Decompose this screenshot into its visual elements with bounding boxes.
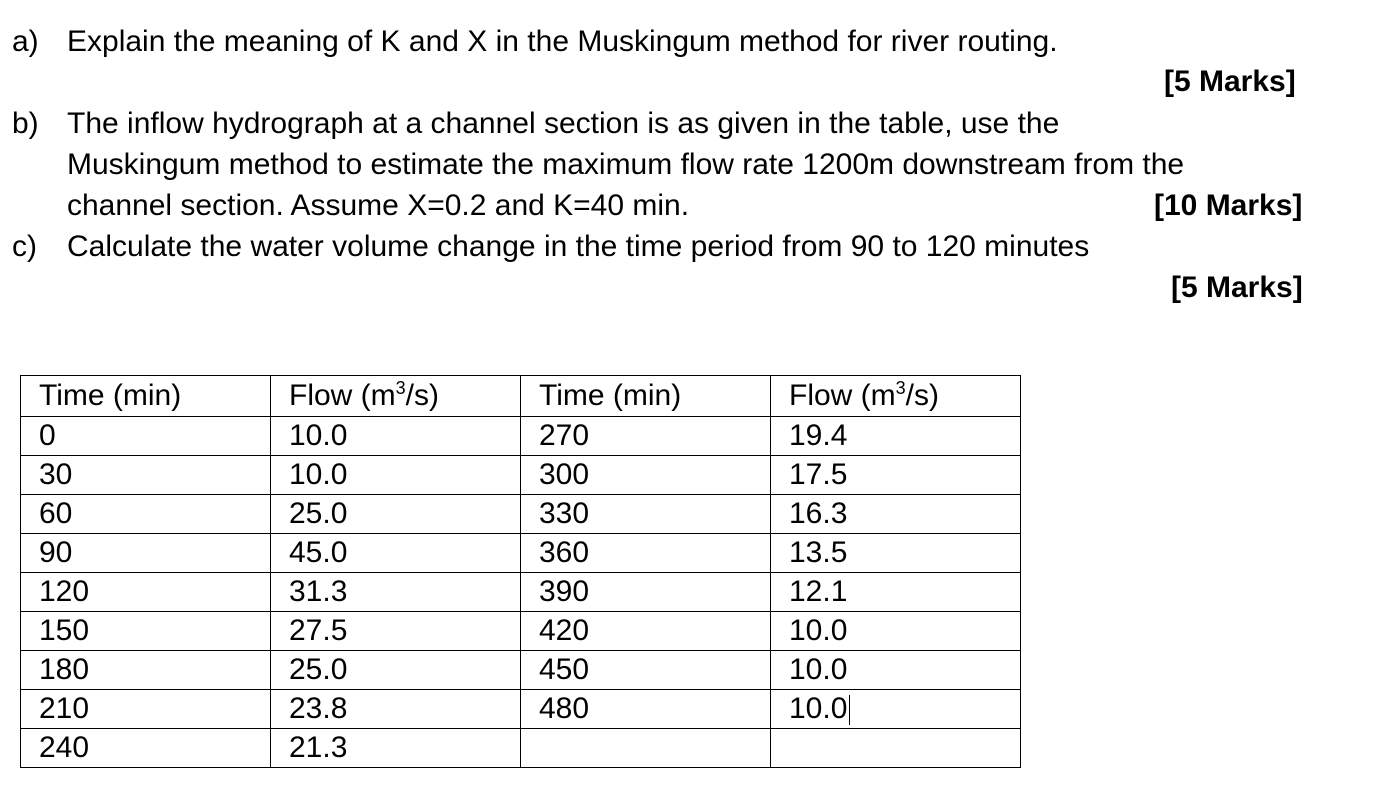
question-b-line2: Muskingum method to estimate the maximum flow rate 1200m downstream from the	[67, 148, 1185, 181]
table-row	[21, 729, 1021, 768]
table-row	[21, 495, 1021, 534]
table-cell: 90	[21, 534, 271, 573]
question-c-marks: [5 Marks]	[1171, 271, 1303, 304]
table-cell: 12.1	[771, 573, 1021, 612]
table-header-row	[21, 376, 1021, 417]
table-row	[21, 612, 1021, 651]
table-cell-empty	[521, 729, 771, 768]
table-cell: 16.3	[771, 495, 1021, 534]
table-cell: 10.0	[771, 651, 1021, 690]
table-cell: 270	[521, 417, 771, 456]
question-b-line1: The inflow hydrograph at a channel section is as given in the table, use the	[67, 107, 1060, 140]
table-cell: 330	[521, 495, 771, 534]
table-cell: 210	[21, 690, 271, 729]
table-cell: 120	[21, 573, 271, 612]
table-cell: 150	[21, 612, 271, 651]
inflow-hydrograph-table	[20, 375, 1021, 768]
table-cell: 19.4	[771, 417, 1021, 456]
table-cell: 0	[21, 417, 271, 456]
table-cell: 45.0	[271, 534, 521, 573]
question-c-label: c)	[12, 230, 37, 263]
table-cell: 25.0	[271, 495, 521, 534]
question-a-marks: [5 Marks]	[1164, 65, 1296, 98]
header-flow-1: Flow $(m^3/s)$	[271, 376, 521, 417]
table-cell: 21.3	[271, 729, 521, 768]
table-cell: 10.0	[271, 417, 521, 456]
question-b-label: b)	[12, 107, 39, 140]
question-b-line3: channel section. Assume X=0.2 and K=40 min.	[67, 189, 690, 222]
header-time-2: Time (min)	[521, 376, 771, 417]
question-a-label: a)	[12, 25, 39, 58]
table-cell: 480	[521, 690, 771, 729]
question-c	[12, 229, 1089, 265]
table-cell: 17.5	[771, 456, 1021, 495]
table-cell: 13.5	[771, 534, 1021, 573]
table-cell-empty	[771, 729, 1021, 768]
table-cell: 27.5	[271, 612, 521, 651]
table-cell: 240	[21, 729, 271, 768]
table-cell-with-caret[interactable]: 10.0	[771, 690, 1021, 729]
table-cell: 10.0	[271, 456, 521, 495]
table-cell: 23.8	[271, 690, 521, 729]
header-time-1: Time (min)	[21, 376, 271, 417]
question-c-text: Calculate the water volume change in the time period from 90 to 120 minutes	[67, 230, 1090, 263]
table-row	[21, 417, 1021, 456]
table-row	[21, 573, 1021, 612]
question-a	[12, 24, 1058, 60]
table-cell: 300	[521, 456, 771, 495]
table-cell: 360	[521, 534, 771, 573]
table-cell: 25.0	[271, 651, 521, 690]
table-row	[21, 534, 1021, 573]
table-cell: 10.0	[771, 612, 1021, 651]
table-row	[21, 690, 1021, 729]
text-cursor	[849, 695, 850, 725]
table-cell: 30	[21, 456, 271, 495]
table-cell: 390	[521, 573, 771, 612]
table-cell: 180	[21, 651, 271, 690]
table-cell: 31.3	[271, 573, 521, 612]
table-row	[21, 651, 1021, 690]
question-b	[12, 106, 1059, 142]
question-b-marks: [10 Marks]	[1154, 189, 1303, 222]
table-cell: 450	[521, 651, 771, 690]
table-cell: 420	[521, 612, 771, 651]
question-a-text: Explain the meaning of K and X in the Muskingum method for river routing.	[67, 25, 1058, 58]
table-row	[21, 456, 1021, 495]
table-cell: 60	[21, 495, 271, 534]
header-flow-2: Flow $(m^3/s)$	[771, 376, 1021, 417]
